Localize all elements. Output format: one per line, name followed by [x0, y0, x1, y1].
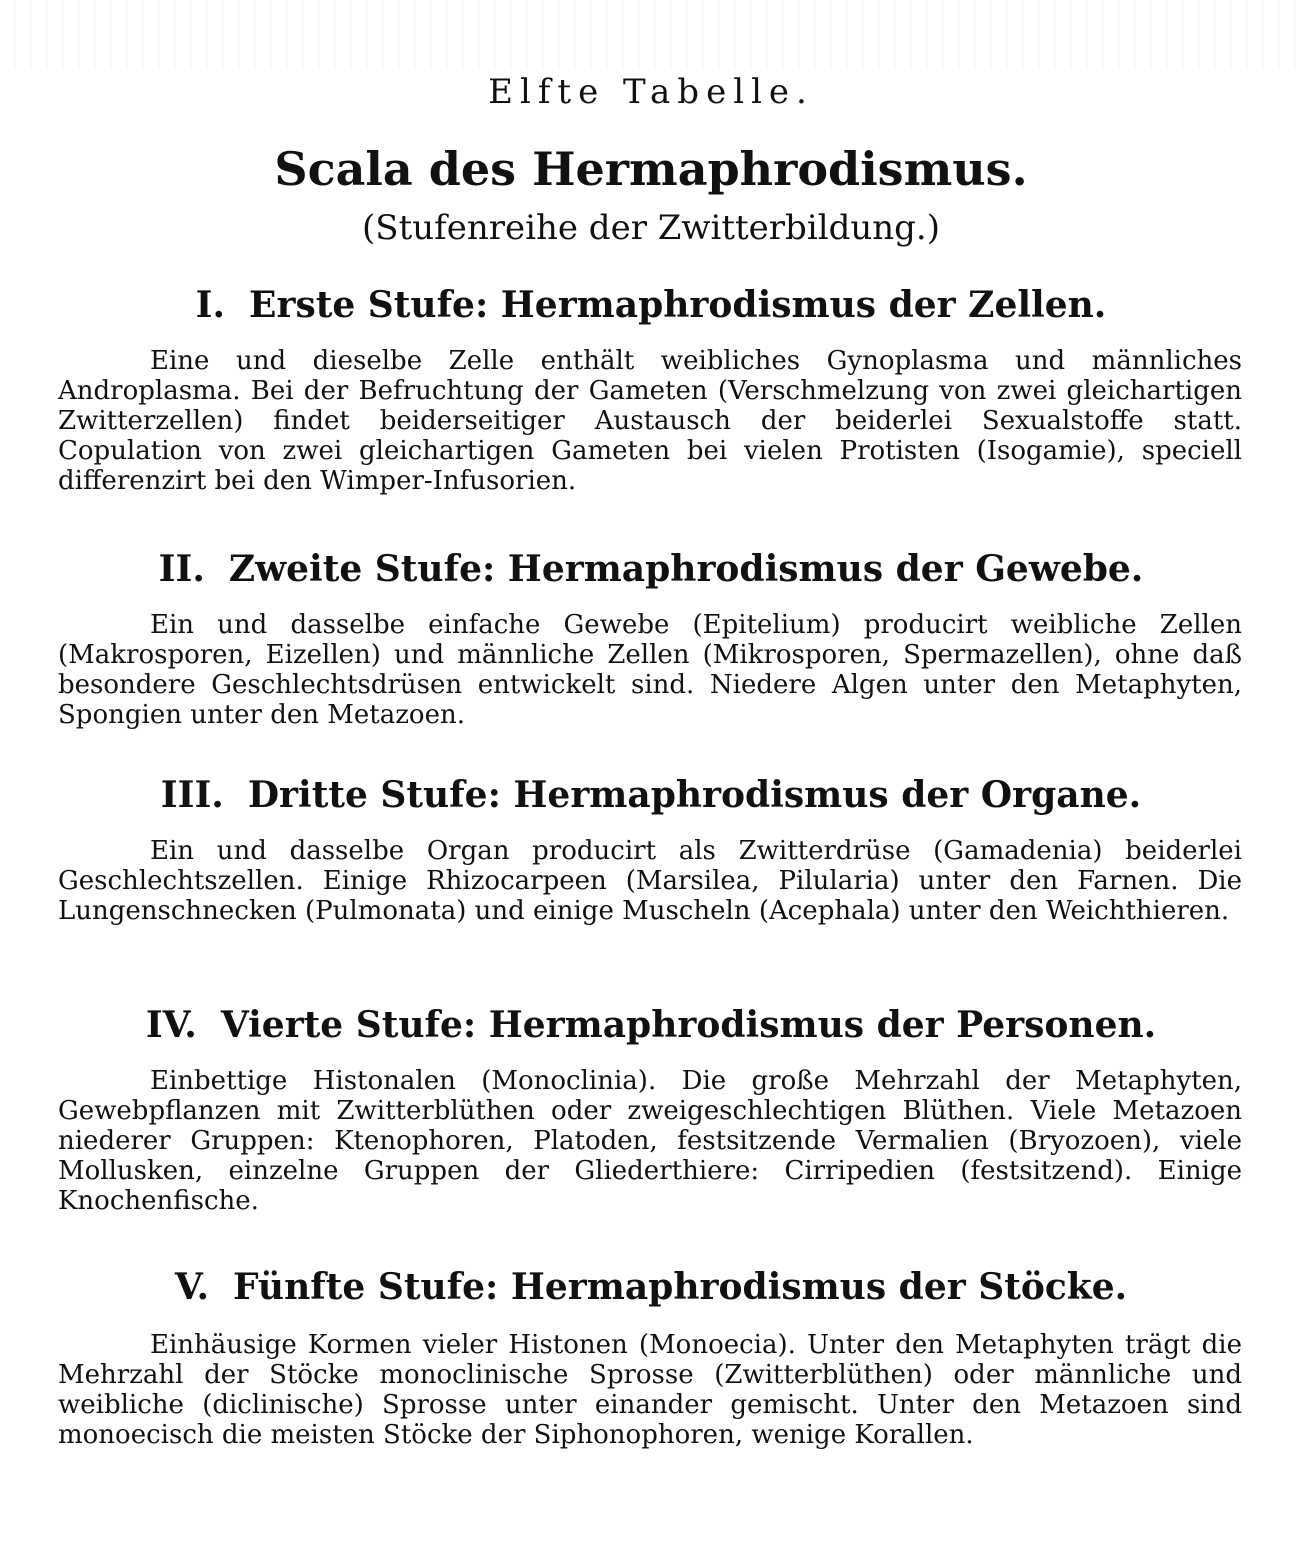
stage-heading — [0, 548, 1302, 590]
stage-text: Eine und dieselbe Zelle enthält weibliches Gynoplasma und männliches Androplasma. Bei der Befruchtung der Gameten (Verschmelzung von zwei gleichartigen Zwitterzellen) findet beiderseitiger Austausch der beiderlei Sexualstoffe statt. Copulation von zwei gleichartigen Gameten bei vielen Protisten (Isogamie), speciell differenzirt bei den Wimper-Infusorien. — [58, 346, 1242, 496]
stage-heading — [0, 774, 1302, 816]
stage-heading — [0, 1004, 1302, 1046]
stage-text: Einbettige Histonalen (Monoclinia). Die große Mehrzahl der Metaphyten, Gewebpflanzen mit Zwitterblüthen oder zweigeschlechtigen Blüthen. Viele Metazoen niederer Gruppen: Ktenophoren, Platoden, festsitzende Vermalien (Bryozoen), viele Mollusken, einzelne Gruppen der Gliederthiere: Cirripedien (festsitzend). Einige Knochenfische. — [58, 1066, 1242, 1216]
stage-numeral: IV. — [145, 1004, 197, 1046]
stage-numeral: I. — [195, 284, 226, 326]
stage-numeral: III. — [160, 774, 224, 816]
stage-title: Fünfte Stufe: Hermaphrodismus der Stöcke. — [233, 1266, 1128, 1308]
stage-text: Ein und dasselbe einfache Gewebe (Epitelium) producirt weibliche Zellen (Makrosporen, Eizellen) und männliche Zellen (Mikrosporen, Spermazellen), ohne daß besondere Geschlechtsdrüsen entwickelt sind. Niedere Algen unter den Metaphyten, Spongien unter den Metazoen. — [58, 610, 1242, 730]
page-title: Scala des Hermaphrodismus. — [274, 142, 1028, 196]
stage-heading — [0, 284, 1302, 326]
stage-title: Vierte Stufe: Hermaphrodismus der Personen. — [220, 1004, 1157, 1046]
table-label: Elfte Tabelle. — [488, 72, 814, 112]
stage-title: Erste Stufe: Hermaphrodismus der Zellen. — [249, 284, 1107, 326]
stage-title: Dritte Stufe: Hermaphrodismus der Organe. — [247, 774, 1142, 816]
stage-text: Ein und dasselbe Organ producirt als Zwitterdrüse (Gamadenia) beiderlei Geschlechtszellen. Einige Rhizocarpeen (Marsilea, Pilularia) unter den Farnen. Die Lungenschnecken (Pulmonata) und einige Muscheln (Acephala) unter den Weichthieren. — [58, 836, 1242, 926]
stage-text: Einhäusige Kormen vieler Histonen (Monoecia). Unter den Metaphyten trägt die Mehrzahl der Stöcke monoclinische Sprosse (Zwitterblüthen) oder männliche und weibliche (diclinische) Sprosse unter einander gemischt. Unter den Metazoen sind monoecisch die meisten Stöcke der Siphonophoren, wenige Korallen. — [58, 1330, 1242, 1450]
stage-heading — [0, 1266, 1302, 1308]
bleed-through-marks — [0, 0, 1302, 70]
stage-numeral: II. — [158, 548, 205, 590]
stage-numeral: V. — [174, 1266, 209, 1308]
stage-title: Zweite Stufe: Hermaphrodismus der Gewebe. — [228, 548, 1144, 590]
page-subtitle: (Stufenreihe der Zwitterbildung.) — [362, 208, 940, 248]
